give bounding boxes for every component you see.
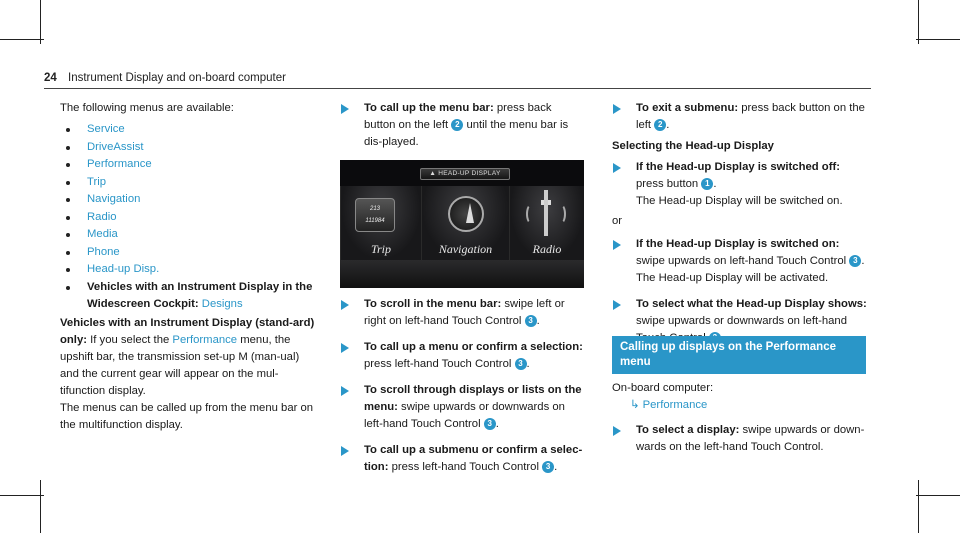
- step-exit-submenu: To exit a submenu: press back button on the left 2 .: [612, 100, 870, 134]
- callout-number: 3: [525, 315, 537, 327]
- step-hud-on: If the Head-up Display is switched on: swipe upwards on left-hand Touch Control 3 . The Head-up Display will be activated.: [612, 236, 870, 287]
- menu-link[interactable]: Trip: [87, 175, 107, 188]
- para-text: menu, the upshift bar, the transmission set-up M (man-ual) and the current gear will appear on the mul-tifunction display.: [60, 333, 300, 397]
- menu-path: [612, 397, 870, 414]
- crop-mark: [40, 0, 41, 44]
- column-2-steps: [340, 296, 585, 485]
- menu-list-item: [60, 244, 315, 262]
- tile-radio: [509, 186, 584, 260]
- crop-mark: [916, 39, 960, 40]
- menu-list: [60, 121, 315, 279]
- callout-number: 2: [654, 119, 666, 131]
- topbar-label: HEAD-UP DISPLAY: [438, 170, 501, 177]
- step-label: To scroll through displays or lists on the menu:: [364, 384, 582, 413]
- step-text: swipe upwards or downwards on left-hand: [636, 315, 847, 327]
- step-label: To scroll in the menu bar:: [364, 298, 502, 310]
- menu-list-item: [60, 156, 315, 174]
- column-2: [340, 100, 585, 160]
- step-label: To select what the Head-up Display shows:: [636, 298, 867, 310]
- odometer-icon: [355, 198, 395, 232]
- step-text: swipe upwards or downwards on left-hand Touch Control: [364, 401, 565, 430]
- menu-list-item: [60, 226, 315, 244]
- odometer-top: 213: [369, 206, 380, 212]
- tile-label: Trip: [370, 242, 391, 256]
- para-text: If you select the: [90, 333, 170, 346]
- crop-mark: [918, 480, 919, 533]
- column-3-bottom: [612, 380, 870, 465]
- step-label: To call up a menu or confirm a selection:: [364, 341, 583, 353]
- step-arrow-icon: [340, 442, 350, 459]
- menu-list-item: [60, 209, 315, 227]
- bullet-dot: [66, 163, 70, 167]
- callout-number: 3: [849, 255, 861, 267]
- page-title: Instrument Display and on-board computer: [68, 72, 286, 84]
- step-item: To scroll through displays or lists on the menu: swipe upwards or downwards on left-hand Touch Control 3 .: [340, 382, 585, 433]
- callout-number: 3: [515, 358, 527, 370]
- intro-text: The following menus are available:: [60, 102, 234, 114]
- step-item: To scroll in the menu bar: swipe left or right on left-hand Touch Control 3 .: [340, 296, 585, 330]
- crop-mark: [916, 495, 960, 496]
- callout-number: 1: [701, 178, 713, 190]
- step-text: until the menu bar is dis-played.: [364, 119, 569, 148]
- crop-mark: [40, 480, 41, 533]
- step-arrow-icon: [340, 296, 350, 313]
- menu-list-item: [60, 139, 315, 157]
- crop-mark: [0, 39, 44, 40]
- step-label: If the Head-up Display is switched on:: [636, 238, 840, 250]
- menu-link[interactable]: Radio: [87, 210, 117, 223]
- column-3: [612, 100, 870, 356]
- radio-wave-icon: [526, 204, 536, 224]
- step-arrow-icon: [612, 159, 622, 176]
- screen-topbar: ▲ HEAD-UP DISPLAY: [420, 168, 510, 180]
- screen-floor: [340, 260, 584, 288]
- step-label: If the Head-up Display is switched off:: [636, 161, 840, 173]
- menu-list-item: [60, 191, 315, 209]
- step-arrow-icon: [340, 100, 350, 117]
- menu-link[interactable]: Performance: [87, 158, 152, 170]
- step-call-menu-bar: [340, 100, 585, 151]
- step-label: To exit a submenu:: [636, 102, 739, 114]
- step-text: press back button on the left: [636, 102, 865, 131]
- step-hud-off: If the Head-up Display is switched off: press button 1 . The Head-up Display will be switched on.: [612, 159, 870, 210]
- bullet-dot: [66, 146, 70, 150]
- tile-navigation: [421, 186, 509, 260]
- onboard-label: On-board computer:: [612, 382, 714, 394]
- tile-trip: [340, 186, 421, 260]
- menu-list-item: [60, 121, 315, 139]
- instrument-screen-image: [340, 160, 584, 288]
- crop-mark: [918, 0, 919, 44]
- step-text: press left-hand Touch Control: [364, 358, 512, 370]
- tile-label: Radio: [532, 242, 562, 256]
- step-text: swipe left or right on left-hand Touch Control: [364, 298, 565, 327]
- bullet-dot: [66, 286, 70, 290]
- header-divider: [44, 88, 871, 89]
- menu-list-item: [60, 261, 315, 279]
- menu-bar-paragraph: The menus can be called up from the menu bar on the multifunction display.: [60, 401, 314, 431]
- section-heading: Selecting the Head-up Display: [612, 140, 774, 152]
- bullet-dot: [66, 181, 70, 185]
- step-result: The Head-up Display will be switched on.: [636, 195, 843, 207]
- step-label: To select a display:: [636, 424, 740, 436]
- step-label: To call up a submenu or confirm a selec-tion:: [364, 444, 583, 473]
- radio-wave-icon: [556, 204, 566, 224]
- menu-list-item: [60, 174, 315, 192]
- standard-paragraph: [60, 315, 315, 400]
- step-item: To call up a submenu or confirm a selec-tion: press left-hand Touch Control 3 .: [340, 442, 585, 476]
- widescreen-label: Vehicles with an Instrument Display in the Widescreen Cockpit:: [87, 280, 313, 310]
- callout-number: 2: [451, 119, 463, 131]
- step-arrow-icon: [340, 382, 350, 399]
- bullet-dot: [66, 251, 70, 255]
- radio-tower-icon: [544, 190, 548, 236]
- page-header: [44, 72, 286, 84]
- bullet-dot: [66, 198, 70, 202]
- step-arrow-icon: [612, 236, 622, 253]
- step-arrow-icon: [612, 296, 622, 313]
- column-1: [60, 100, 315, 434]
- step-text: press back button on the left: [364, 102, 552, 131]
- step-text: swipe upwards or down-wards on the left-hand Touch Control.: [636, 424, 865, 453]
- step-arrow-icon: [340, 339, 350, 356]
- step-arrow-icon: [612, 422, 622, 439]
- odometer-bottom: 111984: [365, 218, 385, 224]
- callout-number: 3: [542, 461, 554, 473]
- crop-mark: [0, 495, 44, 496]
- page-number: 24: [44, 72, 57, 84]
- bullet-dot: [66, 128, 70, 132]
- performance-link[interactable]: Performance: [172, 333, 238, 346]
- step-text: press button: [636, 178, 699, 190]
- standard-label: Vehicles with an Instrument Display (stand-ard) only:: [60, 316, 315, 346]
- step-result: The Head-up Display will be activated.: [636, 272, 829, 284]
- menu-link[interactable]: Head-up Disp.: [87, 263, 160, 275]
- callout-number: 3: [484, 418, 496, 430]
- section-title-box: Calling up displays on the Performance menu: [612, 336, 866, 374]
- compass-icon: [448, 196, 484, 232]
- step-item: To call up a menu or confirm a selection: press left-hand Touch Control 3 .: [340, 339, 585, 373]
- menu-link[interactable]: Service: [87, 123, 125, 135]
- step-text: swipe upwards on left-hand Touch Control: [636, 255, 847, 267]
- or-text: or: [612, 215, 623, 227]
- designs-link[interactable]: Designs: [201, 297, 243, 310]
- step-arrow-icon: [612, 100, 622, 117]
- step-select-display: [612, 422, 870, 456]
- step-label: To call up the menu bar:: [364, 102, 494, 114]
- bullet-dot: [66, 268, 70, 272]
- step-text: press left-hand Touch Control: [391, 461, 539, 473]
- menu-link[interactable]: Media: [87, 228, 118, 240]
- path-arrow-icon: ↳: [630, 399, 640, 411]
- tile-label: Navigation: [438, 242, 493, 256]
- menu-link[interactable]: DriveAssist: [87, 140, 144, 153]
- bullet-dot: [66, 216, 70, 220]
- widescreen-item: [60, 279, 315, 313]
- performance-path-link[interactable]: Performance: [642, 399, 708, 411]
- menu-link[interactable]: Navigation: [87, 193, 141, 205]
- menu-link[interactable]: Phone: [87, 245, 120, 258]
- bullet-dot: [66, 233, 70, 237]
